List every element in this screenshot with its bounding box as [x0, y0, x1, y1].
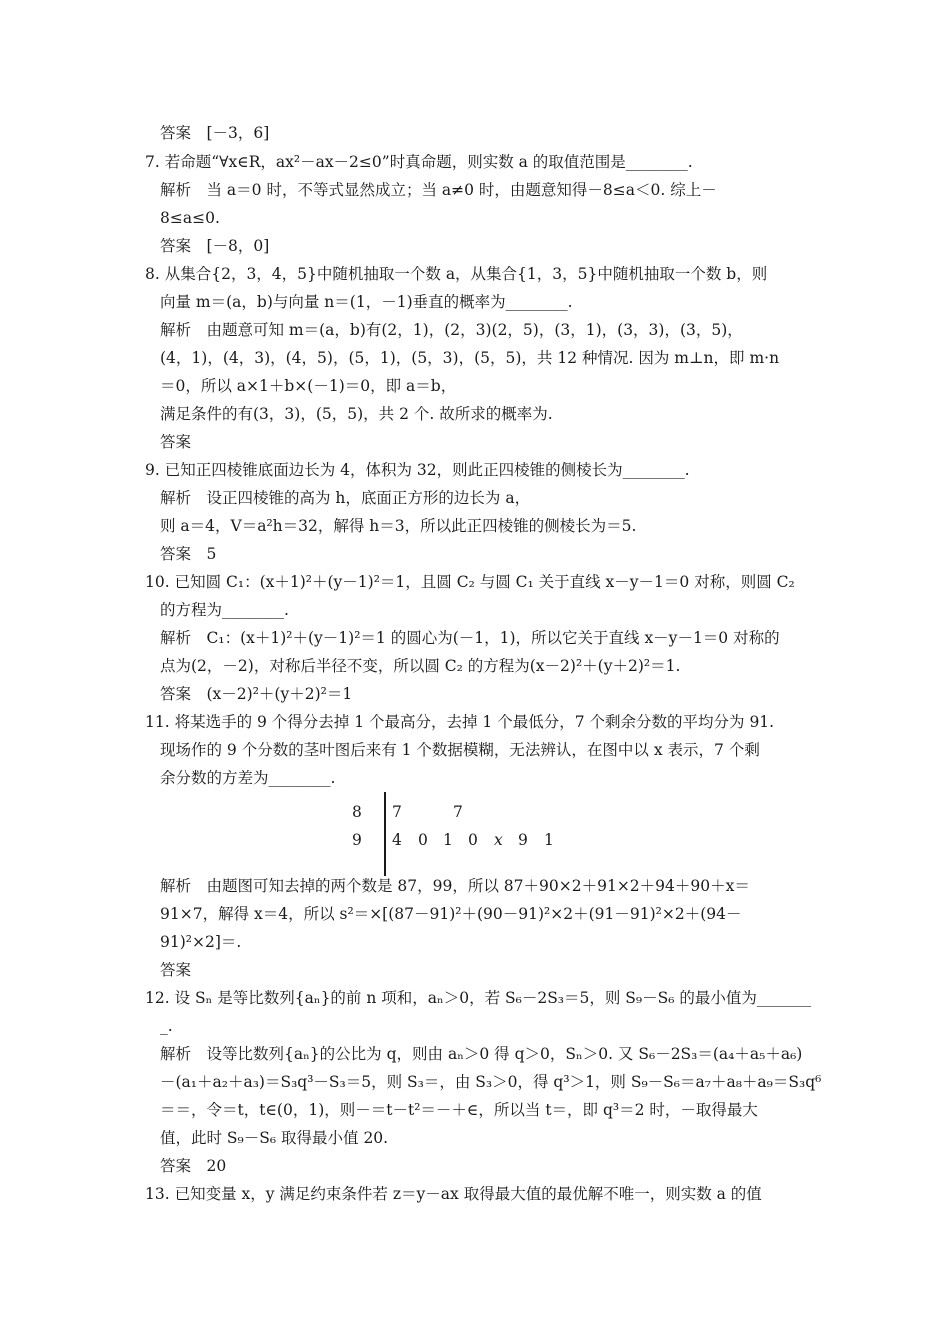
- text-line: ＝＝，令＝t，t∈(0，1)，则－＝t－t²＝－＋∈，所以当 t＝，即 q³＝2 时，－取得最大: [160, 1101, 758, 1119]
- leaf-value: 7: [392, 803, 402, 821]
- stem-value: 9: [352, 831, 362, 849]
- text-line: 则 a＝4，V＝a²h＝32，解得 h＝3，所以此正四棱锥的侧棱长为＝5.: [160, 517, 637, 535]
- text-line: ＝0，所以 a×1＋b×(－1)＝0，即 a＝b，: [160, 377, 457, 395]
- text-line: 解析 由题意可知 m＝(a，b)有(2，1)，(2，3)(2，5)，(3，1)，(3，3)，(3，5)，: [160, 321, 743, 339]
- text-line: 的方程为________.: [160, 601, 289, 619]
- text-line: _.: [160, 1017, 173, 1035]
- stem-leaf-divider: [384, 792, 386, 876]
- text-line: 解析 当 a＝0 时，不等式显然成立；当 a≠0 时，由题意知得－8≤a＜0. 综上－: [160, 181, 717, 199]
- text-line: 91×7，解得 x＝4，所以 s²＝×[(87－91)²＋(90－91)²×2＋(91－91)²×2＋(94－: [160, 905, 742, 923]
- text-line: 答案 20: [160, 1157, 227, 1175]
- leaf-value: 1: [544, 831, 554, 849]
- text-line: 答案: [160, 961, 192, 979]
- text-line: 向量 m＝(a，b)与向量 n＝(1，－1)垂直的概率为________.: [160, 293, 573, 311]
- text-line: 8≤a≤0.: [160, 209, 220, 227]
- text-line: 解析 设正四棱锥的高为 h，底面正方形的边长为 a，: [160, 489, 531, 507]
- text-line: 现场作的 9 个分数的茎叶图后来有 1 个数据模糊，无法辨认，在图中以 x 表示，7 个剩: [160, 741, 760, 759]
- text-line: 值，此时 S₉－S₆ 取得最小值 20.: [160, 1129, 389, 1147]
- stem-value: 8: [352, 803, 362, 821]
- text-line: 满足条件的有(3，3)，(5，5)，共 2 个. 故所求的概率为.: [160, 405, 553, 423]
- text-line: 8. 从集合{2，3，4，5}中随机抽取一个数 a，从集合{1，3，5}中随机抽取一个数 b，则: [145, 265, 768, 283]
- leaf-value: 4: [392, 831, 402, 849]
- text-line: －(a₁＋a₂＋a₃)＝S₃q³－S₃＝5，则 S₃＝，由 S₃＞0，得 q³＞1，则 S₉－S₆＝a₇＋a₈＋a₉＝S₃q⁶: [160, 1073, 822, 1091]
- text-line: 余分数的方差为________.: [160, 769, 336, 787]
- text-line: 答案: [160, 433, 192, 451]
- text-line: 解析 由题图可知去掉的两个数是 87，99，所以 87＋90×2＋91×2＋94＋90＋x＝: [160, 877, 750, 895]
- leaf-value: 0: [418, 831, 428, 849]
- leaf-value: 0: [468, 831, 478, 849]
- text-line: 点为(2，－2)，对称后半径不变，所以圆 C₂ 的方程为(x－2)²＋(y＋2)²＝1.: [160, 657, 681, 675]
- text-line: 10. 已知圆 C₁：(x＋1)²＋(y－1)²＝1，且圆 C₂ 与圆 C₁ 关于直线 x－y－1＝0 对称，则圆 C₂: [145, 573, 795, 591]
- text-line: 13. 已知变量 x，y 满足约束条件若 z＝y－ax 取得最大值的最优解不唯一，则实数 a 的值: [145, 1185, 762, 1203]
- text-line: (4，1)，(4，3)，(4，5)，(5，1)，(5，3)，(5，5)，共 12 种情况. 因为 m⊥n，即 m·n: [160, 349, 780, 367]
- leaf-value: 7: [453, 803, 463, 821]
- stem-leaf-plot: [340, 790, 580, 880]
- text-line: 91)²×2]＝.: [160, 933, 242, 951]
- text-line: 答案 5: [160, 545, 217, 563]
- text-line: 答案 [－8，0]: [160, 237, 270, 255]
- text-line: 11. 将某选手的 9 个得分去掉 1 个最高分，去掉 1 个最低分，7 个剩余分数的平均分为 91.: [145, 713, 775, 731]
- text-line: 答案 [－3，6]: [160, 124, 270, 142]
- leaf-value: 9: [518, 831, 528, 849]
- text-line: 答案 (x－2)²＋(y＋2)²＝1: [160, 685, 353, 703]
- text-line: 9. 已知正四棱锥底面边长为 4，体积为 32，则此正四棱锥的侧棱长为________.: [145, 461, 690, 479]
- leaf-value: 1: [443, 831, 453, 849]
- text-line: 7. 若命题“∀x∈R，ax²－ax－2≤0”时真命题，则实数 a 的取值范围是________.: [145, 153, 693, 171]
- text-line: 解析 设等比数列{aₙ}的公比为 q，则由 aₙ＞0 得 q＞0，Sₙ＞0. 又 S₆－2S₃＝(a₄＋a₅＋a₆): [160, 1045, 803, 1063]
- leaf-value: x: [494, 831, 503, 849]
- text-line: 解析 C₁：(x＋1)²＋(y－1)²＝1 的圆心为(－1，1)，所以它关于直线 x－y－1＝0 对称的: [160, 629, 780, 647]
- text-line: 12. 设 Sₙ 是等比数列{aₙ}的前 n 项和，aₙ＞0，若 S₆－2S₃＝5，则 S₉－S₆ 的最小值为_______: [145, 989, 812, 1007]
